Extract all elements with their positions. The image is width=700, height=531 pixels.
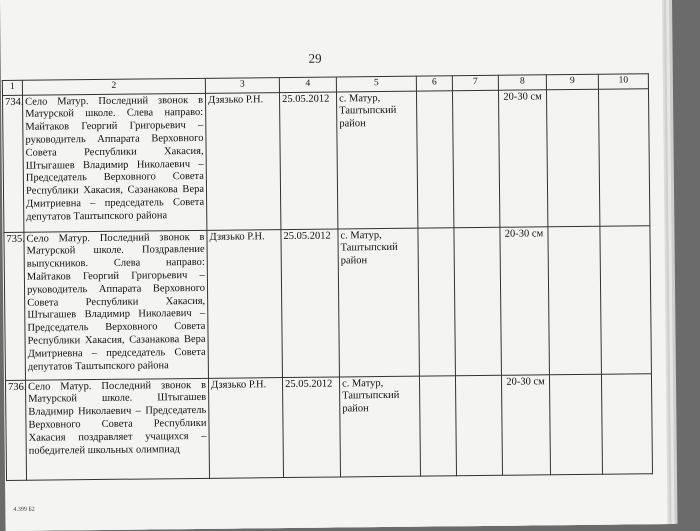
record-author: Дзязько Р.Н.: [205, 92, 280, 230]
col-header: 9: [546, 74, 598, 89]
col-header: 7: [452, 75, 498, 90]
col-header: 5: [336, 76, 416, 91]
record-col7: [454, 227, 502, 375]
record-col9: [548, 226, 602, 375]
record-description: Село Матур. Последний звонок в Матурской школе. Слева направо: Майтаков Георгий Григорьевич – руководитель Аппарата Верховного Совета Республики Хакасия, Штыгашев Владимир Николаевич – Председатель Верховного Совета Республики Хакасия, Сазанакова Вера Дмитриевна – председатель Совета депутатов Таштыпского района: [22, 93, 206, 232]
page-number: 29: [308, 50, 322, 66]
record-date: 25.05.2012: [281, 229, 340, 378]
col-header: 10: [598, 74, 648, 89]
col-header: 2: [22, 78, 205, 94]
record-author: Дзязько Р.Н.: [207, 229, 283, 378]
record-date: 25.05.2012: [279, 92, 337, 230]
record-size: 20-30 см: [500, 226, 550, 374]
record-place: с. Матур, Таштыпский район: [336, 91, 417, 229]
record-col7: [455, 375, 502, 475]
record-col10: [601, 373, 652, 474]
record-description: Село Матур. Последний звонок в Матурской школе. Поздравление выпускников. Слева направо: Майтаков Георгий Григорьевич – руководитель Аппарата Верховного Совета Республики Хакасия, Штыгашев Владимир Николаевич – Председатель Верховного Совета Республики Хакасия, Сазанакова Вера Дмитриевна – председатель Совета депутатов Таштыпского района: [24, 230, 209, 380]
record-col10: [598, 88, 649, 226]
col-header: 3: [205, 78, 279, 93]
record-col6: [416, 90, 453, 227]
col-header: 8: [498, 75, 546, 90]
record-col7: [452, 90, 499, 227]
record-date: 25.05.2012: [282, 377, 340, 478]
col-header: 4: [279, 77, 336, 92]
record-place: с. Матур, Таштыпский район: [338, 228, 420, 377]
record-number: 736.: [5, 380, 26, 480]
table-row: [4, 225, 652, 380]
table-row: [2, 88, 649, 232]
record-col6: [419, 375, 456, 475]
col-header: 6: [416, 76, 452, 91]
record-col9: [546, 89, 599, 227]
record-col6: [418, 227, 456, 375]
col-header: 1: [2, 80, 22, 95]
record-col10: [600, 225, 652, 374]
register-table: [2, 73, 653, 480]
record-place: с. Матур, Таштыпский район: [339, 376, 420, 477]
record-col9: [549, 374, 602, 475]
record-number: 734.: [2, 95, 23, 232]
footer-code: 4.399 Б2: [13, 506, 35, 513]
record-size: 20-30 см: [501, 374, 550, 474]
record-description: Село Матур. Последний звонок в Матурской школе. Штыгашев Владимир Николаевич – Председатель Верховного Совета Республики Хакасия поздравляет учащихся – победителей школьных олимпиад: [25, 378, 209, 480]
record-size: 20-30 см: [498, 89, 547, 226]
record-author: Дзязько Р.Н.: [208, 377, 283, 478]
table-row: [5, 373, 652, 480]
record-number: 735.: [4, 232, 26, 380]
